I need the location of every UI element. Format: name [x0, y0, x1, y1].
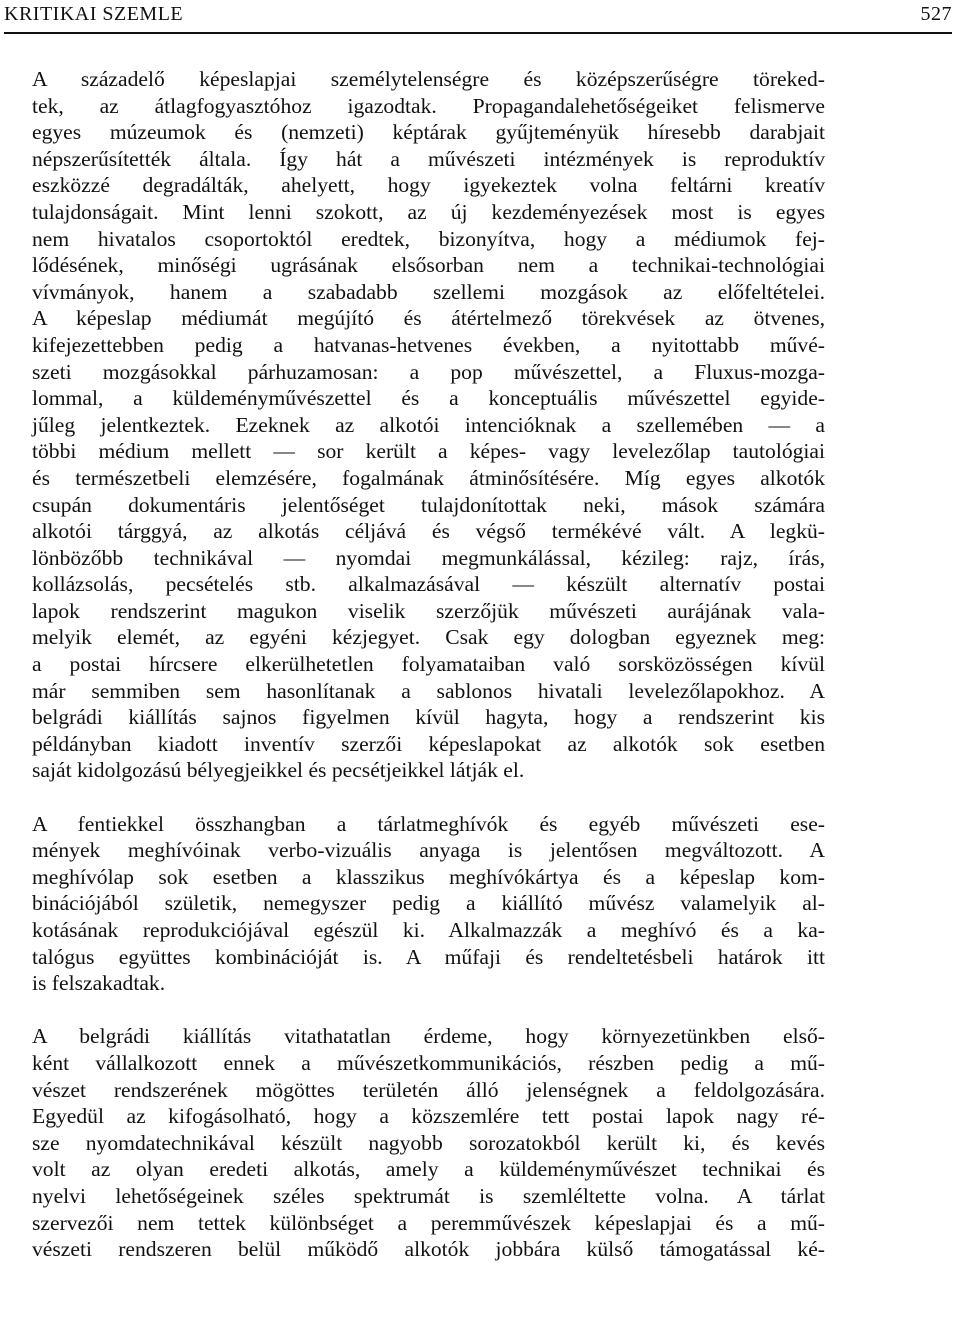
text-line: egyes múzeumok és (nemzeti) képtárak gyűjteményük híresebb darabjait [32, 120, 825, 145]
text-line: A belgrádi kiállítás vitathatatlan érdeme, hogy környezetünkben első- [32, 1024, 825, 1049]
text-line: lönbözőbb technikával — nyomdai megmunkálással, kézileg: rajz, írás, [32, 545, 825, 570]
text-line: tulajdonságait. Mint lenni szokott, az új kezdeményezések most is egyes [32, 199, 825, 224]
text-line: mények meghívóinak verbo-vizuális anyaga is jelentősen megváltozott. A [32, 838, 825, 863]
text-line: a postai hírcsere elkerülhetetlen folyamataiban való sorsközösségen kívül [32, 652, 825, 677]
text-line: példányban kiadott inventív szerzői képeslapokat az alkotók sok esetben [32, 731, 825, 756]
text-line: A képeslap médiumát megújító és átértelmező törekvések az ötvenes, [32, 306, 825, 331]
page-number: 527 [920, 3, 952, 25]
text-line: szeti mozgásokkal párhuzamosan: a pop művészettel, a Fluxus-mozga- [32, 359, 825, 384]
text-line: szervezői nem tettek különbséget a peremművészek képeslapjai és a mű- [32, 1210, 825, 1235]
running-head [4, 2, 952, 34]
text-line: népszerűsítették általa. Így hát a művészeti intézmények is reproduktív [32, 146, 825, 171]
text-line: kifejezettebben pedig a hatvanas-hetvenes években, a nyitottabb művé- [32, 332, 825, 357]
text-line: sze nyomdatechnikával készült nagyobb sorozatokból került ki, és kevés [32, 1130, 825, 1155]
text-line: vívmányok, hanem a szabadabb szellemi mozgások az előfeltételei. [32, 279, 825, 304]
text-line: csupán dokumentáris jelentőséget tulajdonítottak neki, mások számára [32, 492, 825, 517]
text-line: már semmiben sem hasonlítanak a sablonos hivatali levelezőlapokhoz. A [32, 678, 825, 703]
paragraph-1 [32, 66, 825, 784]
text-line: A fentiekkel összhangban a tárlatmeghívók és egyéb művészeti ese- [32, 811, 825, 836]
text-line: Egyedül az kifogásolható, hogy a közszemlére tett postai lapok nagy ré- [32, 1104, 825, 1129]
paragraph-2 [32, 811, 825, 997]
paragraph-3 [32, 1023, 825, 1262]
text-line: vészet rendszerének mögöttes területén álló jelenségnek a feldolgozására. [32, 1077, 825, 1102]
text-line: A századelő képeslapjai személytelenségre és középszerűségre töreked- [32, 67, 825, 91]
text-line: és természetbeli elemzésére, fogalmának átminősítésére. Míg egyes alkotók [32, 465, 825, 490]
text-line: ként vállalkozott ennek a művészetkommunikációs, részben pedig a mű- [32, 1050, 825, 1075]
journal-section-title: KRITIKAI SZEMLE [4, 3, 184, 25]
text-line: binációjából születik, nemegyszer pedig a kiállító művész valamelyik al- [32, 891, 825, 916]
text-line: melyik elemét, az egyéni kézjegyet. Csak egy dologban egyeznek meg: [32, 625, 825, 650]
text-line: lapok rendszerint magukon viselik szerzőjük művészeti aurájának vala- [32, 598, 825, 623]
paragraph-gap [32, 784, 825, 811]
text-line: saját kidolgozású bélyegjeikkel és pecsétjeikkel látják el. [32, 758, 525, 783]
text-line: lődésének, minőségi ugrásának elsősorban nem a technikai-technológiai [32, 253, 825, 278]
text-line: nyelvi lehetőségeinek széles spektrumát is szemléltette volna. A tárlat [32, 1183, 825, 1208]
text-line: meghívólap sok esetben a klasszikus meghívókártya és a képeslap kom- [32, 864, 825, 889]
text-line: belgrádi kiállítás sajnos figyelmen kívül hagyta, hogy a rendszerint kis [32, 705, 825, 730]
text-line: talógus együttes kombinációját is. A műfaji és rendeltetésbeli határok itt [32, 944, 825, 969]
paragraph-gap [32, 997, 825, 1024]
text-line: jűleg jelentkeztek. Ezeknek az alkotói intencióknak a szellemében — a [32, 412, 825, 437]
text-line: tek, az átlagfogyasztóhoz igazodtak. Propagandalehetőségeiket felismerve [32, 93, 825, 118]
text-line: eszközzé degradálták, ahelyett, hogy igyekeztek volna feltárni kreatív [32, 173, 825, 198]
text-line: volt az olyan eredeti alkotás, amely a küldeményművészet technikai és [32, 1157, 825, 1182]
text-line: kollázsolás, pecsételés stb. alkalmazásával — készült alternatív postai [32, 572, 825, 597]
text-line: alkotói tárggyá, az alkotás céljává és végső termékévé vált. A legkü- [32, 519, 825, 544]
text-line: nem hivatalos csoportoktól eredtek, bizonyítva, hogy a médiumok fej- [32, 226, 825, 251]
text-line: lommal, a küldeményművészettel és a konceptuális művészettel egyide- [32, 386, 825, 411]
text-line: vészeti rendszeren belül működő alkotók jobbára külső támogatással ké- [32, 1237, 825, 1262]
article-body [32, 66, 825, 1263]
text-line: többi médium mellett — sor került a képes- vagy levelezőlap tautológiai [32, 439, 825, 464]
text-line: kotásának reprodukciójával egészül ki. Alkalmazzák a meghívó és a ka- [32, 918, 825, 942]
text-line: is felszakadtak. [32, 971, 166, 996]
